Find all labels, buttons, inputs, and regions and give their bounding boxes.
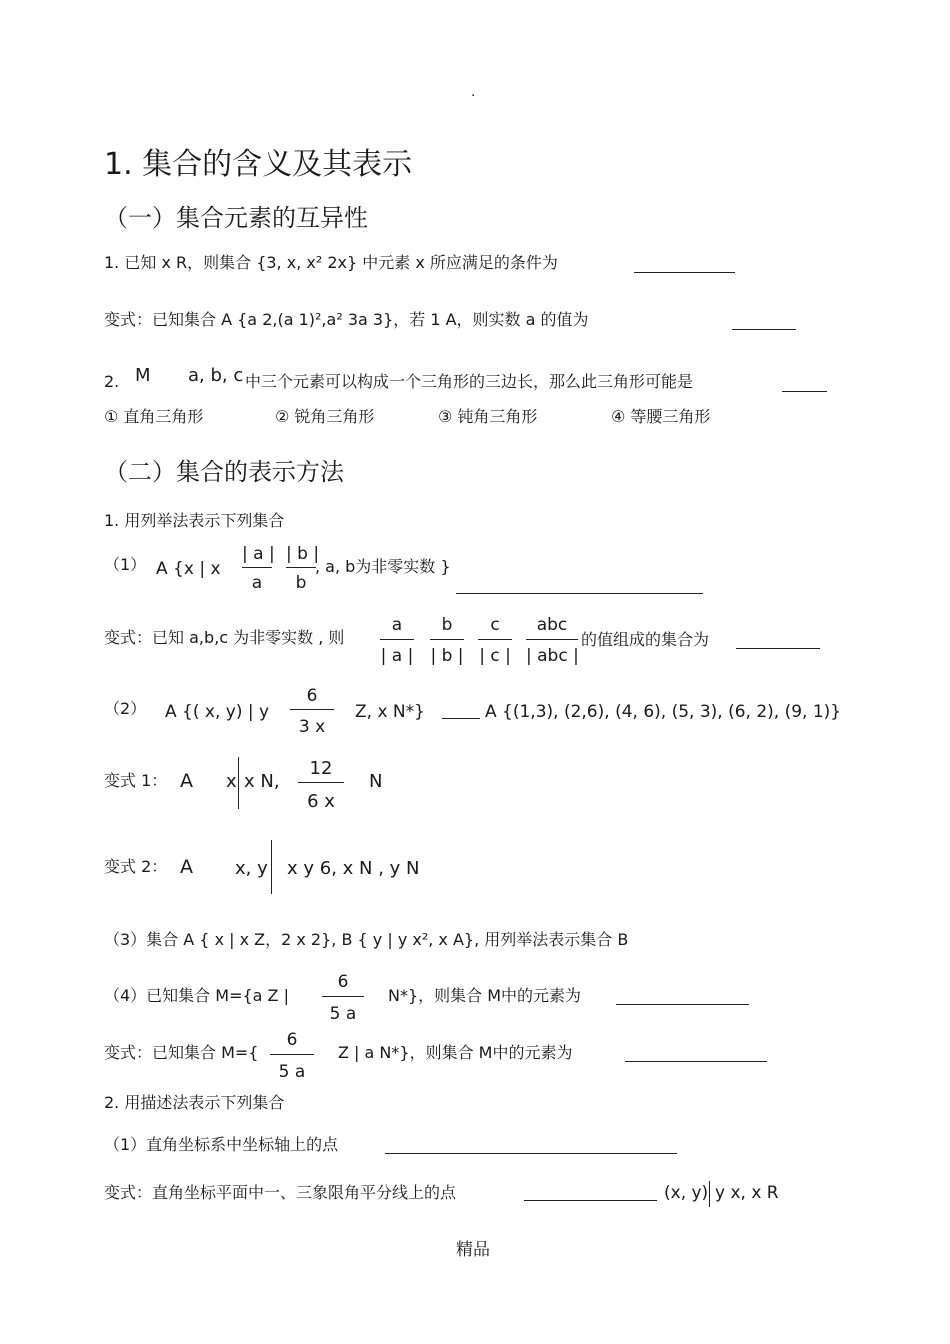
fraction: [270, 1032, 314, 1082]
fraction-bar: [430, 639, 464, 640]
denominator: | a |: [380, 646, 414, 666]
answer-blank[interactable]: [782, 391, 827, 392]
answer-blank[interactable]: [625, 1061, 767, 1062]
numerator: 6: [286, 1030, 298, 1050]
subsection-1: 1. 用列举法表示下列集合: [104, 511, 285, 530]
fraction-bar: [322, 996, 364, 997]
question-1-2-text: 中三个元素可以构成一个三角形的三边长，那么此三角形可能是: [245, 372, 694, 391]
denominator: a: [251, 573, 263, 593]
set-builder-bar: [271, 840, 272, 894]
variant-4-text: 变式：已知集合 M={: [104, 1043, 259, 1062]
numerator: c: [490, 615, 500, 635]
set-elements: a, b, c: [188, 365, 244, 386]
denominator: 5 a: [329, 1004, 357, 1024]
problem-1-text: A {x | x: [156, 559, 221, 579]
question-1-1: 1. 已知 x R，则集合 {3, x, x² 2x} 中元素 x 所应满足的条件为: [104, 253, 558, 272]
answer-blank[interactable]: [732, 329, 796, 330]
fraction-bar: [286, 567, 316, 568]
fraction: [526, 617, 578, 665]
problem-label: （1）: [104, 555, 147, 574]
fraction: [430, 617, 464, 665]
question-1-variant: 变式：已知集合 A {a 2,(a 1)²,a² 3a 3}，若 1 A，则实数 a 的值为: [104, 310, 589, 329]
variant-2-label: 变式 2：: [104, 857, 168, 876]
fraction: [290, 688, 334, 736]
variant-abc-tail: 的值组成的集合为: [581, 630, 710, 649]
fraction: [286, 544, 320, 593]
set-builder-bar: [238, 757, 239, 809]
section-heading-2: （二）集合的表示方法: [104, 458, 344, 486]
fraction-bar: [380, 639, 414, 640]
page-footer: 精品: [456, 1240, 490, 1260]
fraction-bar: [478, 639, 512, 640]
describe-1-variant-answer-a: (x, y): [664, 1183, 709, 1203]
header-mark: ·: [471, 88, 476, 104]
problem-2-tail: Z, x N*}: [355, 702, 425, 722]
numerator: 12: [309, 758, 333, 779]
option-a: ① 直角三角形: [104, 407, 204, 426]
denominator: 5 a: [278, 1062, 306, 1082]
numerator: abc: [536, 615, 568, 635]
fraction-bar: [270, 1054, 314, 1055]
problem-1-tail: , a, b为非零实数 }: [315, 557, 451, 576]
describe-1-variant-answer-b: y x, x R: [715, 1183, 779, 1203]
numerator: 6: [337, 972, 349, 992]
set-name: M: [135, 365, 151, 386]
denominator: | c |: [479, 646, 511, 666]
numerator: a: [391, 615, 403, 635]
set-variable: x: [226, 771, 237, 792]
variant-1-condition: x N,: [244, 771, 280, 792]
set-builder-bar: [709, 1181, 710, 1207]
answer-blank[interactable]: [616, 1004, 749, 1005]
numerator: | a |: [242, 544, 275, 564]
answer-blank[interactable]: [442, 718, 480, 719]
set-variable: x, y: [235, 858, 268, 879]
fraction: [242, 544, 275, 593]
option-c: ③ 钝角三角形: [438, 407, 538, 426]
section-heading-1: （一）集合元素的互异性: [104, 204, 368, 232]
describe-1-variant: 变式：直角坐标平面中一、三象限角平分线上的点: [104, 1183, 457, 1202]
problem-4-text: （4）已知集合 M={a Z |: [104, 986, 289, 1005]
denominator: | abc |: [526, 646, 579, 666]
fraction-bar: [526, 639, 578, 640]
denominator: | b |: [430, 646, 464, 666]
variant-1-label: 变式 1：: [104, 771, 168, 790]
option-d: ④ 等腰三角形: [611, 407, 711, 426]
fraction-bar: [298, 782, 344, 783]
problem-2-text: A {( x, y) | y: [165, 702, 270, 722]
fraction-bar: [290, 709, 334, 710]
denominator: 3 x: [298, 717, 326, 737]
numerator: b: [441, 615, 453, 635]
fraction: [380, 617, 414, 665]
denominator: 6 x: [307, 791, 335, 812]
page-title: 1. 集合的含义及其表示: [104, 147, 413, 182]
numerator: | b |: [286, 544, 320, 564]
problem-2-answer: A {(1,3), (2,6), (4, 6), (5, 3), (6, 2), (9, 1)}: [485, 702, 842, 722]
answer-blank[interactable]: [634, 272, 735, 273]
set-name: A: [180, 770, 193, 792]
problem-3: （3）集合 A { x | x Z，2 x 2}, B { y | y x², x A}, 用列举法表示集合 B: [104, 930, 629, 949]
fraction-bar: [242, 567, 272, 568]
option-b: ② 锐角三角形: [275, 407, 375, 426]
denominator: b: [295, 573, 307, 593]
fraction: [322, 974, 364, 1024]
set-name: A: [180, 856, 193, 878]
describe-1: （1）直角坐标系中坐标轴上的点: [104, 1135, 339, 1154]
variant-2-condition: x y 6, x N , y N: [287, 858, 420, 879]
answer-blank[interactable]: [736, 648, 820, 649]
numerator: 6: [306, 686, 318, 706]
fraction: [298, 760, 344, 812]
problem-4-tail: N*}，则集合 M中的元素为: [388, 986, 582, 1005]
problem-label: （2）: [104, 699, 147, 718]
answer-blank[interactable]: [456, 593, 703, 594]
variant-1-tail: N: [369, 771, 383, 792]
question-1-2-number: 2.: [104, 372, 120, 391]
subsection-2: 2. 用描述法表示下列集合: [104, 1093, 285, 1112]
answer-blank[interactable]: [385, 1153, 677, 1154]
fraction: [478, 617, 512, 665]
variant-4-tail: Z | a N*}，则集合 M中的元素为: [338, 1043, 573, 1062]
answer-blank[interactable]: [524, 1200, 657, 1201]
variant-abc-text: 变式：已知 a,b,c 为非零实数 , 则: [104, 628, 345, 647]
